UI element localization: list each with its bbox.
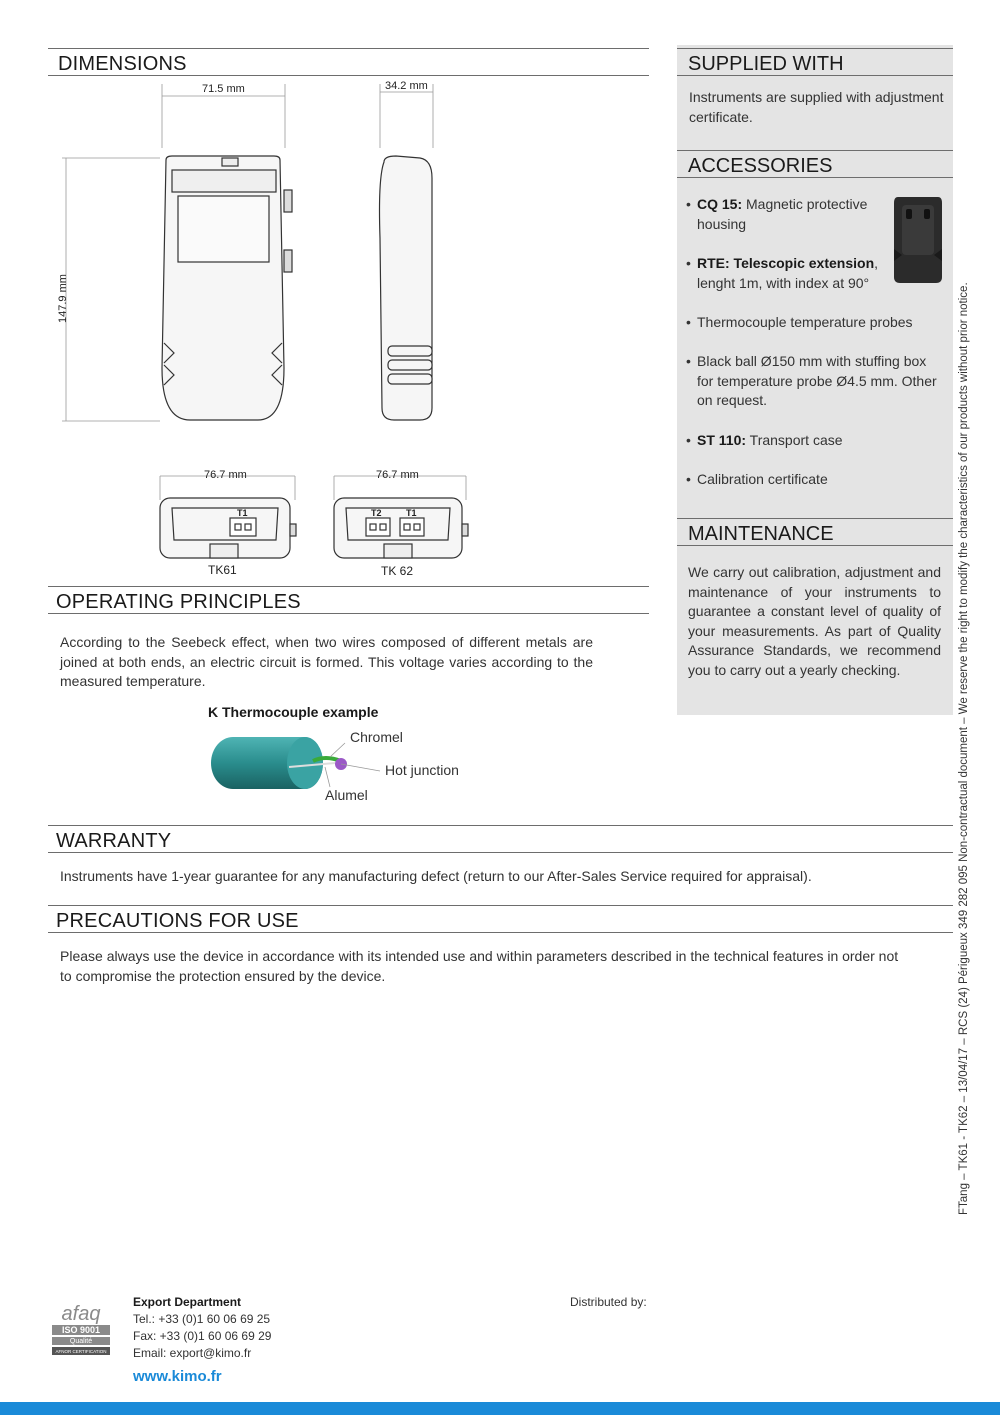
accessory-item: • RTE: Telescopic extension, lenght 1m, with index at 90° (686, 255, 879, 291)
accessory-item: • Black ball Ø150 mm with stuffing box for temperature probe Ø4.5 mm. Other on request. (686, 352, 941, 411)
accessory-desc: , lenght 1m, with index at 90° (697, 255, 879, 291)
thermocouple-diagram (205, 727, 475, 807)
accessory-code: CQ 15: (697, 196, 743, 212)
accessory-item: • ST 110: Transport case (686, 432, 843, 448)
supplied-with-text: Instruments are supplied with adjustment certificate. (689, 89, 944, 125)
footer-accent-bar (0, 1402, 1000, 1415)
accessory-desc: Calibration certificate (697, 471, 828, 487)
dim-height: 147.9 mm (57, 274, 69, 323)
maintenance-title: MAINTENANCE (677, 518, 953, 546)
device-side-view (380, 156, 433, 420)
accessory-desc: Thermocouple temperature probes (697, 314, 913, 330)
dimensions-title: DIMENSIONS (48, 48, 649, 76)
accessory-desc: Transport case (746, 432, 843, 448)
warranty-title: WARRANTY (48, 825, 953, 853)
afnor-text: AFNOR CERTIFICATION (55, 1349, 107, 1354)
export-email[interactable]: Email: export@kimo.fr (133, 1346, 252, 1360)
sidebar (677, 45, 953, 715)
export-department: Export Department (133, 1295, 242, 1309)
operating-principles-text: According to the Seebeck effect, when two wires composed of different metals are joined at both ends, an electric circuit is formed. This voltage varies according to the measured temperature. (60, 634, 593, 689)
accessory-code: ST 110: (697, 432, 747, 448)
export-tel: Tel.: +33 (0)1 60 06 69 25 (133, 1312, 271, 1326)
website-link[interactable]: www.kimo.fr (133, 1368, 222, 1385)
dim-tk61-width: 76.7 mm (204, 469, 247, 481)
label-hot-junction: Hot junction (385, 762, 459, 778)
tk61-bottom-view (160, 498, 296, 558)
afaq-iso-logo (50, 1295, 112, 1357)
accessory-desc: Black ball Ø150 mm with stuffing box for temperature probe Ø4.5 mm. Other on request. (697, 353, 937, 408)
dimensions-drawing (48, 78, 648, 583)
qualite-text: Qualité (69, 1338, 93, 1345)
connector-label-t2: T2 (371, 508, 382, 518)
connector-label-t1b: T1 (406, 508, 417, 518)
label-chromel: Chromel (350, 729, 403, 745)
supplied-with-title: SUPPLIED WITH (677, 48, 953, 76)
maintenance-text: We carry out calibration, adjustment and maintenance of your instruments to guarantee a constant level of quality of your measurements. As part of Quality Assurance Standards, we recommend you to carry out a yearly checking. (688, 564, 941, 678)
precautions-text: Please always use the device in accordance with its intended use and within parameters described in the technical features in order not to compromise the protection ensured by the device. (60, 948, 899, 984)
iso-text: ISO 9001 (61, 1325, 101, 1335)
afaq-text: afaq (61, 1303, 101, 1325)
protective-housing-image (892, 193, 944, 285)
thermocouple-example-title: K Thermocouple example (208, 704, 379, 720)
dim-side-depth: 34.2 mm (385, 80, 428, 92)
connector-label-t1: T1 (237, 508, 248, 518)
accessory-item: • CQ 15: Magnetic protective housing (686, 196, 868, 232)
operating-principles-title: OPERATING PRINCIPLES (48, 586, 649, 614)
model-tk61: TK61 (208, 563, 237, 577)
label-alumel: Alumel (325, 787, 368, 803)
legal-side-note: FTang – TK61 - TK62 – 13/04/17 – RCS (24) Périgueux 349 282 095 Non-contractual document – We reserve the right to modify the characteristics of our products without prior notice. (958, 282, 970, 1215)
dim-tk62-width: 76.7 mm (376, 469, 419, 481)
distributed-by: Distributed by: (570, 1295, 647, 1309)
accessory-code: RTE: Telescopic extension (697, 255, 875, 271)
export-fax: Fax: +33 (0)1 60 06 69 29 (133, 1329, 272, 1343)
device-front-view (162, 156, 292, 420)
accessory-item: • Thermocouple temperature probes (686, 313, 936, 333)
tk62-bottom-view (334, 498, 468, 558)
accessories-title: ACCESSORIES (677, 150, 953, 178)
precautions-title: PRECAUTIONS FOR USE (48, 905, 953, 933)
warranty-text: Instruments have 1-year guarantee for any manufacturing defect (return to our After-Sales Service required for appraisal). (60, 868, 812, 884)
accessory-desc: Magnetic protective housing (697, 196, 868, 232)
model-tk62: TK 62 (381, 564, 414, 578)
accessory-item: • Calibration certificate (686, 470, 936, 490)
device-dimension-drawings (48, 78, 648, 583)
dim-front-width: 71.5 mm (202, 83, 245, 95)
